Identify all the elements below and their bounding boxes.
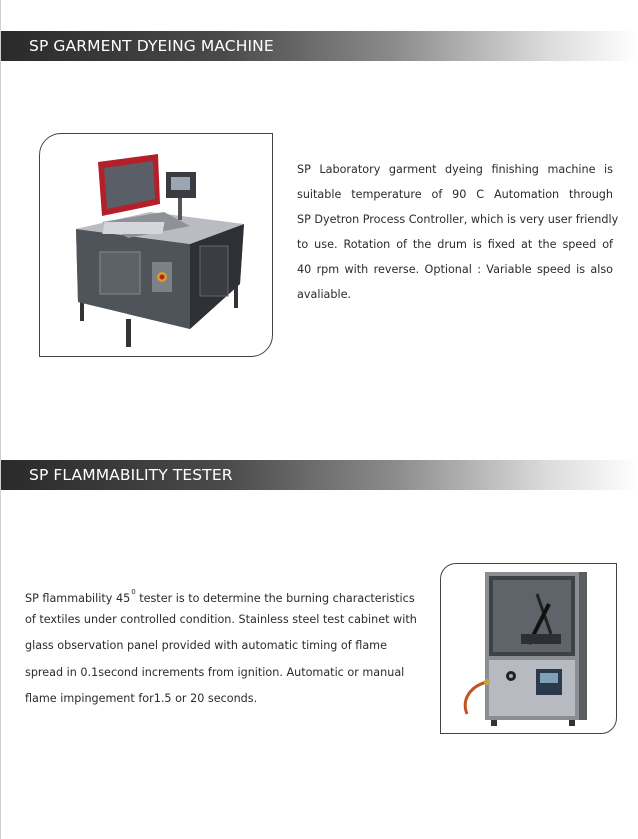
description-line: glass observation panel provided with automatic timing of flame xyxy=(25,639,387,652)
description-line: suitable temperature of 90 C Automation through xyxy=(297,188,613,201)
garment-dyeing-machine-illustration xyxy=(40,134,272,356)
description-line: flame impingement for1.5 or 20 seconds. xyxy=(25,692,258,705)
description-line xyxy=(25,580,425,607)
description-line: to use. Rotation of the drum is fixed at the speed of xyxy=(297,238,613,251)
flammability-tester-illustration xyxy=(441,564,616,733)
section-title-garment-dyeing: SP GARMENT DYEING MACHINE xyxy=(1,31,638,61)
flammability-description xyxy=(25,580,425,713)
garment-dyeing-description xyxy=(297,157,619,307)
description-prefix: SP flammability 45 xyxy=(25,592,131,605)
description-first-line-rest: tester is to determine the burning characteristics xyxy=(135,592,415,605)
description-line: 40 rpm with reverse. Optional : Variable speed is also xyxy=(297,263,613,276)
description-line: SP Dyetron Process Controller, which is very user friendly xyxy=(297,213,619,226)
garment-dyeing-machine-image xyxy=(39,133,273,357)
degree-symbol: 0 xyxy=(131,588,136,596)
flammability-tester-image xyxy=(440,563,617,734)
page-edge xyxy=(0,0,1,839)
description-line: of textiles under controlled condition. Stainless steel test cabinet with xyxy=(25,612,417,626)
section-title-flammability: SP FLAMMABILITY TESTER xyxy=(1,460,638,490)
description-line: avaliable. xyxy=(297,288,352,301)
description-line: spread in 0.1second increments from ignition. Automatic or manual xyxy=(25,665,405,679)
description-line: SP Laboratory garment dyeing finishing machine is xyxy=(297,163,613,176)
